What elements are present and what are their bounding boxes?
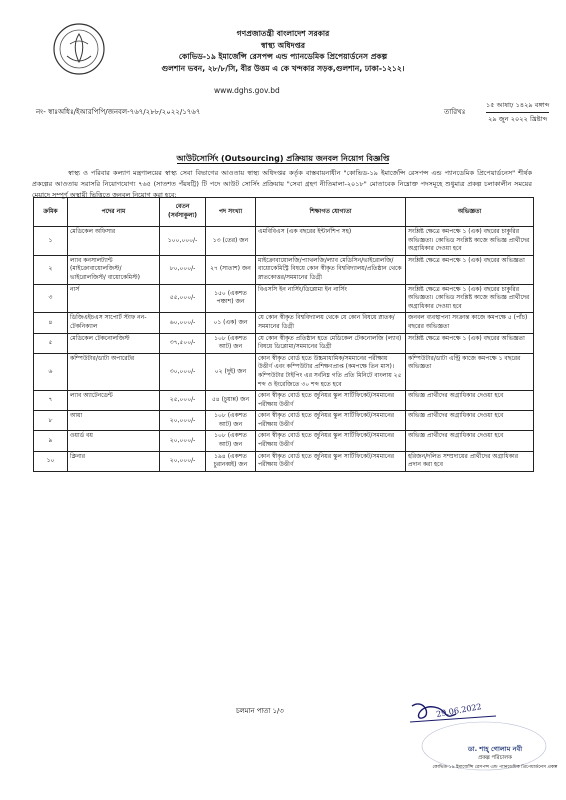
- notice-title-text: আউটসোর্সিং (Outsourcing) প্রক্রিয়ায় জনবল নিয়োগ বিজ্ঞপ্তি: [176, 154, 390, 163]
- cell-serial: ৩: [34, 284, 68, 313]
- memo-number: নং- স্বাঃঅধিঃ/ইআরপিপি/জনবল-৭৬৭/২৮৮/২০২২/১৭৬৭: [36, 108, 201, 116]
- cell-experience: জনবল ব্যবস্থাপনা সংক্রান্ত কাজে কমপক্ষে ৫ (পাঁচ) বছরের অভিজ্ঞতা: [406, 313, 534, 333]
- table-row: [34, 313, 534, 333]
- cell-count: ১০৮ (একশত আট) জন: [206, 431, 256, 451]
- cell-count: ২৭ (সাতাশ) জন: [206, 255, 256, 284]
- cell-experience: অভিজ্ঞ প্রার্থীদের অগ্রাধিকার দেওয়া হবে: [406, 391, 534, 411]
- cell-post: মেডিকেল টেকনোলজিস্ট: [68, 333, 160, 353]
- signatory-block: [430, 745, 560, 772]
- date-english: ২৯ জুন ২০২২ খ্রিষ্টাব্দ: [486, 112, 549, 126]
- cell-experience: অভিজ্ঞ প্রার্থীদের অগ্রাধিকার দেওয়া হবে: [406, 431, 534, 451]
- cell-experience: সংশ্লিষ্ট ক্ষেত্রে কমপক্ষে ১ (এক) বছরের চাকুরির অভিজ্ঞতা। কোভিড সংশ্লিষ্ট কাজে অভিজ্ঞ প্রার্থীদের অগ্রাধিকার দেওয়া হবে: [406, 227, 534, 256]
- header-serial: ক্রমিক: [34, 198, 68, 227]
- cell-post: ল্যাব অ্যাটেনডেন্ট: [68, 391, 160, 411]
- cell-salary: ৩০,০০০/-: [160, 353, 206, 390]
- cell-post: ল্যাব কনসালট্যান্ট (মাইক্রোবায়োলজিস্ট/ ভাইরোলজিস্ট/ বায়োকেমিস্ট): [68, 255, 160, 284]
- table-row: [34, 333, 534, 353]
- cell-salary: ৫৫,০০০/-: [160, 284, 206, 313]
- cell-education: কোন স্বীকৃত বোর্ড হতে জুনিয়র স্কুল সার্টিফিকেট/সমমানের পরীক্ষায় উত্তীর্ণ: [256, 431, 406, 451]
- header-salary: বেতন (সর্বসাকুল্য): [160, 198, 206, 227]
- cell-experience: সংশ্লিষ্ট ক্ষেত্রে কমপক্ষে ১ (এক) বছরের অভিজ্ঞতা: [406, 333, 534, 353]
- cell-serial: ১: [34, 227, 68, 256]
- cell-serial: ১০: [34, 451, 68, 471]
- cell-count: ০১ (এক) জন: [206, 313, 256, 333]
- cell-education: যে কোন স্বীকৃত বিশ্ববিদ্যালয় থেকে যে কোন বিষয়ে স্নাতক/সমমানের ডিগ্রী: [256, 313, 406, 333]
- cell-post: ক্লিনার: [68, 451, 160, 471]
- signatory-designation: প্রকল্প পরিচালক: [478, 755, 512, 761]
- date-bangla: ১৫ আষাঢ় ১৪২৯ বঙ্গাব্দ: [486, 101, 550, 109]
- cell-experience: অভিজ্ঞ প্রার্থীদের অগ্রাধিকার দেওয়া হবে: [406, 411, 534, 431]
- cell-salary: ২৫,০০০/-: [160, 391, 206, 411]
- cell-education: কোন স্বীকৃত বোর্ড হতে জুনিয়র স্কুল সার্টিফিকেট/সমমানের পরীক্ষায় উত্তীর্ণ: [256, 451, 406, 471]
- continued-page-note: চলমান পাতা ১/৩: [236, 707, 284, 715]
- signature-date: 29.06.2022: [435, 702, 483, 719]
- cell-count: ৫৪ (চুয়ান্ন) জন: [206, 391, 256, 411]
- cell-experience: সংশ্লিষ্ট ক্ষেত্রে কমপক্ষে ১ (এক) বছরের অভিজ্ঞতা: [406, 255, 534, 284]
- cell-serial: ৯: [34, 431, 68, 451]
- table-row: [34, 284, 534, 313]
- cell-serial: ৮: [34, 411, 68, 431]
- cell-education: কোন স্বীকৃত বোর্ড হতে জুনিয়র স্কুল সার্টিফিকেট/সমমানের পরীক্ষায় উত্তীর্ণ: [256, 391, 406, 411]
- cell-post: ওয়ার্ড বয়: [68, 431, 160, 451]
- cell-serial: ২: [34, 255, 68, 284]
- table-row: [34, 353, 534, 390]
- date-label: তারিখঃ: [444, 108, 466, 116]
- header-count: পদ সংখ্যা: [206, 198, 256, 227]
- cell-count: ১৩ (তের) জন: [206, 227, 256, 256]
- date-block: [486, 99, 549, 126]
- table-row: [34, 411, 534, 431]
- cell-education: এমবিবিএস (এক বছরের ইন্টার্নশিপ সহ): [256, 227, 406, 256]
- letterhead: [0, 28, 566, 74]
- header-line-address: গুলশান ভবন, ২৮/৮/সি, বীর উত্তম এ কে খন্দকার সড়ক,গুলশান, ঢাকা-১২১২।: [161, 63, 405, 73]
- notice-intro: স্বাস্থ্য ও পরিবার কল্যাণ মন্ত্রণালয়ের স্বাস্থ্য সেবা বিভাগের আওতায় স্বাস্থ্য অধিদপ্তর কর্তৃক বাস্তবায়নাধীন "কোভিড-১৯ ইমার্জেন্সি রেসপন্স এন্ড প্যানডেমিক প্রিপেয়ার্ডনেস" শীর্ষক প্রকল্পের আওতায় সরাসরি নিয়োগযোগ্য ৭৬৫ (সাতশত পঁয়ষট্টি) টি পদে আউট সোর্সিং প্রক্রিয়ায় "সেবা গ্রহণ নীতিমালা-২০১৮" মোতাবেক নিম্নোক্ত পদসমূহে শুধুমাত্র প্রকল্প চলাকালীন সময়ের মেয়াদে সম্পূর্ণ অস্থায়ী ভিত্তিতে জনবল নিয়োগ করা হবে:: [32, 169, 532, 199]
- signatory-project: কোভিড-১৯ ইমার্জেন্সি রেসপন্স এন্ড প্যানডেমিক প্রিপেয়ার্ডনেস প্রকল্প: [432, 765, 558, 770]
- cell-count: ১০৮ (একশত আট) জন: [206, 411, 256, 431]
- header-experience: অভিজ্ঞতা: [406, 198, 534, 227]
- cell-education: কোন স্বীকৃত বোর্ড হতে উচ্চমাধ্যমিক/সমমানের পরীক্ষায় উত্তীর্ণ এবং কম্পিউটার প্রশিক্ষণপ্রাপ্ত (কমপক্ষে তিন মাস)। কম্পিউটার টাইপিং এর সর্বনিম্ন গতি প্রতি মিনিটে বাংলায় ২৫ শব্দ ও ইংরেজিতে ৩০ শব্দ হতে হবে: [256, 353, 406, 390]
- cell-count: ১৯৪ (একশত চুরানব্বই) জন: [206, 451, 256, 471]
- cell-experience: সংশ্লিষ্ট ক্ষেত্রে কমপক্ষে ১ (এক) বছরের চাকুরির অভিজ্ঞতা। কোভিড সংশ্লিষ্ট কাজে অভিজ্ঞ প্রার্থীদের অগ্রাধিকার দেওয়া হবে: [406, 284, 534, 313]
- cell-education: মাইক্রোবায়োলজি/প্যাথলজি/ল্যাব মেডিসিন/ভাইরোলজি/বায়োকেমিস্ট্রি বিষয়ে কোন স্বীকৃত বিশ্ববিদ্যালয়/প্রতিষ্ঠান থেকে স্নাতকোত্তর/সমমানের ডিগ্রী: [256, 255, 406, 284]
- header-line-government: গণপ্রজাতন্ত্রী বাংলাদেশ সরকার: [236, 29, 330, 38]
- header-line-directorate: স্বাস্থ্য অধিদপ্তর: [260, 40, 306, 50]
- cell-salary: ২০,০০০/-: [160, 451, 206, 471]
- cell-education: যে কোন স্বীকৃত প্রতিষ্ঠান হতে মেডিকেল টেকনোলজি (ল্যাব) বিষয়ে ডিপ্লোমা/সমমানের ডিগ্রী: [256, 333, 406, 353]
- cell-salary: ৮০,০০০/-: [160, 255, 206, 284]
- vacancy-table: [33, 197, 534, 472]
- header-line-project: কোভিড-১৯ ইমার্জেন্সি রেসপন্স এন্ড প্যানডেমিক প্রিপেয়ার্ডনেস প্রকল্প: [178, 52, 388, 62]
- cell-serial: ৫: [34, 333, 68, 353]
- table-row: [34, 431, 534, 451]
- cell-count: ১০৮ (একশত আট) জন: [206, 333, 256, 353]
- table-row: [34, 227, 534, 256]
- cell-serial: ৬: [34, 353, 68, 390]
- cell-experience: হরিজন/দলিত সম্প্রদায়ের প্রার্থীদের অগ্রাধিকার প্রদান করা হবে: [406, 451, 534, 471]
- cell-education: কোন স্বীকৃত বোর্ড হতে জুনিয়র স্কুল সার্টিফিকেট/সমমানের পরীক্ষায় উত্তীর্ণ: [256, 411, 406, 431]
- cell-salary: ২০,০০০/-: [160, 411, 206, 431]
- cell-education: বিএসসি ইন নার্সিং/ডিপ্লোমা ইন নার্সিং: [256, 284, 406, 313]
- cell-post: কম্পিউটার/ডাটা অপারেটর: [68, 353, 160, 390]
- notice-title: [0, 153, 566, 166]
- cell-salary: ৬০,০০০/-: [160, 313, 206, 333]
- cell-serial: ৪: [34, 313, 68, 333]
- website-link[interactable]: www.dghs.gov.bd: [214, 86, 280, 95]
- cell-experience: কম্পিউটার/ডাটা এন্ট্রি কাজে কমপক্ষে ১ বছরের অভিজ্ঞতা: [406, 353, 534, 390]
- table-row: [34, 451, 534, 471]
- cell-serial: ৭: [34, 391, 68, 411]
- cell-salary: ৩৭,৫০০/-: [160, 333, 206, 353]
- table-row: [34, 255, 534, 284]
- table-header-row: [34, 198, 534, 227]
- cell-post: মেডিকেল অফিসার: [68, 227, 160, 256]
- table-row: [34, 391, 534, 411]
- header-education: শিক্ষাগত যোগ্যতা: [256, 198, 406, 227]
- cell-count: ১৫০ (একশত পঞ্চাশ) জন: [206, 284, 256, 313]
- cell-post: নার্স: [68, 284, 160, 313]
- cell-count: ০২ (দুই) জন: [206, 353, 256, 390]
- cell-post: ডিজিএইচএস সাপোর্ট স্টাফ নন-টেকনিক্যাল: [68, 313, 160, 333]
- header-post: পদের নাম: [68, 198, 160, 227]
- cell-post: আয়া: [68, 411, 160, 431]
- cell-salary: ১০০,০০০/-: [160, 227, 206, 256]
- signatory-name: ডা. শাহ্ গোলাম নবী: [467, 745, 523, 753]
- cell-salary: ২০,০০০/-: [160, 431, 206, 451]
